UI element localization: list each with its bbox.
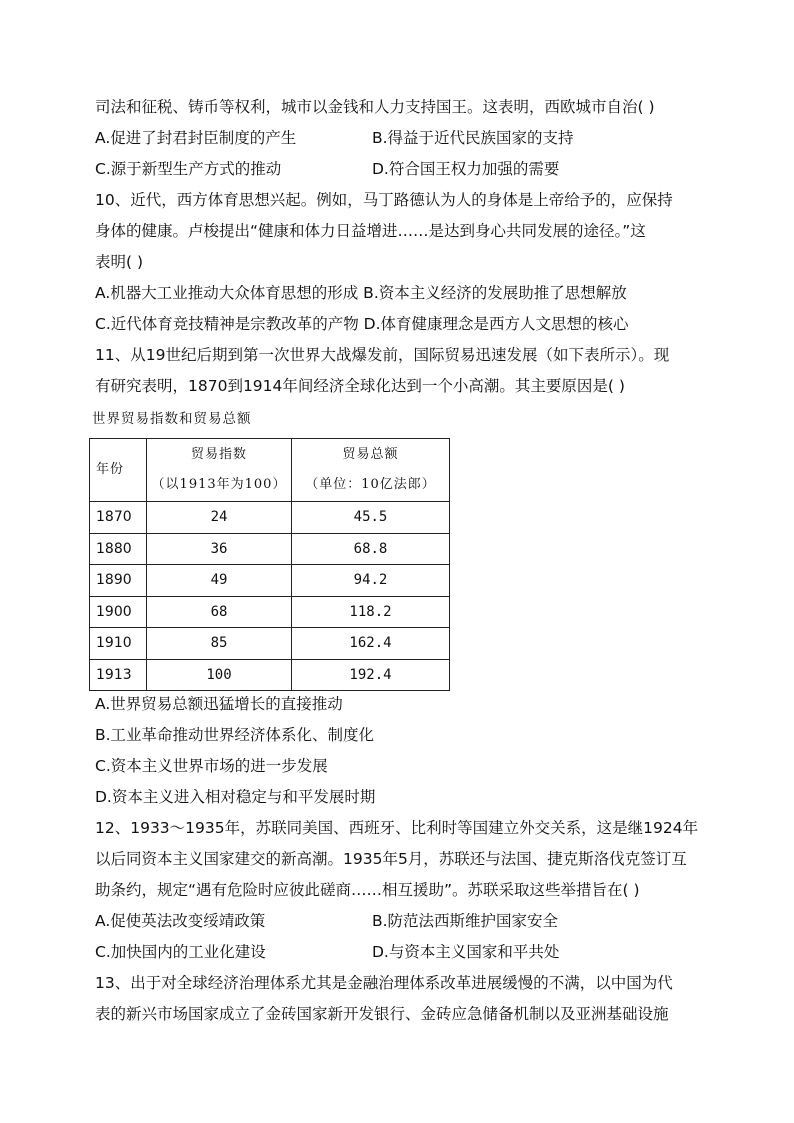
q12-stem-line3: 助条约，规定“遇有危险时应彼此磋商……相互援助”。苏联采取这些举措旨在( ) (95, 881, 640, 899)
cell-year: 1870 (90, 502, 147, 534)
table-row (90, 659, 450, 691)
cell-index: 100 (147, 659, 292, 691)
header-trade-index: 贸易指数 （以1913年为100） (147, 439, 292, 502)
q11-option-c: C.资本主义世界市场的进一步发展 (95, 757, 328, 775)
q12-stem-line1: 12、1933～1935年，苏联同美国、西班牙、比利时等国建立外交关系，这是继1924年 (95, 819, 699, 837)
cell-index: 68 (147, 596, 292, 628)
q11-option-d: D.资本主义进入相对稳定与和平发展时期 (95, 788, 376, 806)
header-trade-total: 贸易总额 （单位：10亿法郎） (292, 439, 450, 502)
table-row (90, 565, 450, 597)
cell-year: 1910 (90, 628, 147, 660)
cell-total: 192.4 (292, 659, 450, 691)
cell-index: 49 (147, 565, 292, 597)
cell-total: 45.5 (292, 502, 450, 534)
q9-stem-line1: 司法和征税、铸币等权利，城市以金钱和人力支持国王。这表明，西欧城市自治( ) (95, 98, 655, 116)
cell-total: 68.8 (292, 533, 450, 565)
q12-stem-line2: 以后同资本主义国家建交的新高潮。1935年5月，苏联还与法国、捷克斯洛伐克签订互 (95, 850, 687, 868)
q10-stem-line3: 表明( ) (95, 253, 144, 271)
table-row (90, 596, 450, 628)
cell-year: 1890 (90, 565, 147, 597)
q12-option-a: A.促使英法改变绥靖政策 (95, 912, 266, 930)
cell-year: 1913 (90, 659, 147, 691)
cell-index: 24 (147, 502, 292, 534)
cell-total: 118.2 (292, 596, 450, 628)
cell-total: 94.2 (292, 565, 450, 597)
q10-options-cd: C.近代体育竞技精神是宗教改革的产物 D.体育健康理念是西方人文思想的核心 (95, 315, 629, 333)
q12-option-b: B.防范法西斯维护国家安全 (372, 912, 559, 930)
q9-option-a: A.促进了封君封臣制度的产生 (95, 129, 297, 147)
q12-option-d: D.与资本主义国家和平共处 (372, 943, 560, 961)
q11-stem-line2: 有研究表明，1870到1914年间经济全球化达到一个小高潮。其主要原因是( ) (95, 377, 625, 395)
table-header-row (90, 439, 450, 502)
cell-year: 1880 (90, 533, 147, 565)
cell-year: 1900 (90, 596, 147, 628)
table-row (90, 628, 450, 660)
q13-stem-line1: 13、出于对全球经济治理体系尤其是金融治理体系改革进展缓慢的不满，以中国为代 (95, 974, 673, 992)
q11-option-b: B.工业革命推动世界经济体系化、制度化 (95, 726, 375, 744)
table-row (90, 502, 450, 534)
table-caption: 世界贸易指数和贸易总额 (92, 411, 252, 427)
q10-stem-line1: 10、近代，西方体育思想兴起。例如，马丁路德认为人的身体是上帝给予的，应保持 (95, 191, 673, 209)
q10-stem-line2: 身体的健康。卢梭提出“健康和体力日益增进……是达到身心共同发展的途径。”这 (95, 222, 646, 240)
q13-stem-line2: 表的新兴市场国家成立了金砖国家新开发银行、金砖应急储备机制以及亚洲基础设施 (95, 1005, 669, 1023)
q10-options-ab: A.机器大工业推动大众体育思想的形成 B.资本主义经济的发展助推了思想解放 (95, 284, 627, 302)
q11-option-a: A.世界贸易总额迅猛增长的直接推动 (95, 695, 343, 713)
q11-stem-line1: 11、从19世纪后期到第一次世界大战爆发前，国际贸易迅速发展（如下表所示）。现 (95, 346, 670, 364)
q9-option-c: C.源于新型生产方式的推动 (95, 160, 282, 178)
table-row (90, 533, 450, 565)
q12-option-c: C.加快国内的工业化建设 (95, 943, 266, 961)
cell-total: 162.4 (292, 628, 450, 660)
cell-index: 36 (147, 533, 292, 565)
header-year: 年份 (90, 439, 147, 502)
trade-table (89, 438, 450, 691)
q9-option-d: D.符合国王权力加强的需要 (372, 160, 560, 178)
cell-index: 85 (147, 628, 292, 660)
q9-option-b: B.得益于近代民族国家的支持 (372, 129, 574, 147)
